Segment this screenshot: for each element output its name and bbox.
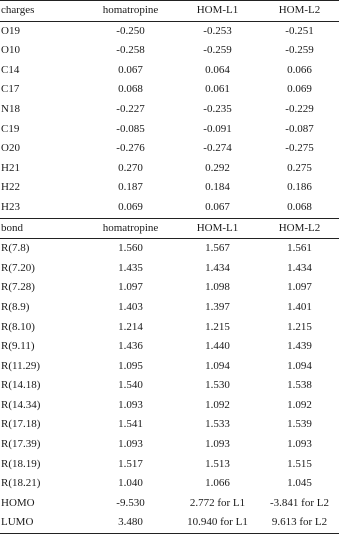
- row-label: LUMO: [0, 513, 86, 533]
- row-label: R(7.28): [1, 281, 35, 294]
- table-cell: 1.093: [205, 438, 230, 451]
- table-cell: 1.440: [205, 340, 230, 353]
- row-label: R(18.19): [1, 457, 41, 470]
- table-cell: 1.539: [287, 418, 312, 431]
- table-cell: -0.253: [203, 24, 232, 37]
- table-cell: 1.403: [118, 300, 143, 313]
- table-cell: 1.215: [287, 320, 312, 333]
- table-row: [0, 100, 339, 120]
- table-cell: 1.066: [205, 477, 230, 490]
- row-label: C17: [1, 83, 20, 96]
- row-label: C14: [1, 63, 20, 76]
- table-row: [0, 435, 339, 455]
- table-row: [0, 178, 339, 198]
- header-row: [0, 1, 339, 22]
- charges-section: [0, 1, 339, 219]
- bond-section: [0, 218, 339, 534]
- table-cell: 0.068: [118, 83, 143, 96]
- table-cell: 1.541: [118, 418, 143, 431]
- table-row: [0, 21, 339, 41]
- table-cell: -0.258: [116, 44, 145, 57]
- table-row: [0, 61, 339, 81]
- column-header: HOM-L1: [175, 1, 260, 22]
- table-cell: -0.227: [116, 102, 145, 115]
- table-cell: 9.613 for L2: [260, 513, 339, 533]
- table-row: [0, 357, 339, 377]
- row-label: O10: [1, 44, 20, 57]
- table-cell: -0.091: [203, 122, 232, 135]
- table-cell: 1.093: [118, 398, 143, 411]
- table-cell: -0.274: [203, 142, 232, 155]
- table-cell: 1.397: [205, 300, 230, 313]
- table-cell: -0.250: [116, 24, 145, 37]
- table-cell: 1.214: [118, 320, 143, 333]
- table-row: [0, 80, 339, 100]
- table-row: [0, 455, 339, 475]
- table-row: [0, 139, 339, 159]
- table-row: [0, 198, 339, 218]
- table-cell: 1.098: [205, 281, 230, 294]
- table-cell: 0.067: [118, 63, 143, 76]
- table-cell: -0.235: [203, 102, 232, 115]
- table-cell: 1.561: [287, 242, 312, 255]
- table-cell: -0.275: [285, 142, 314, 155]
- table-cell: 0.187: [118, 181, 143, 194]
- table-cell: 3.480: [86, 513, 175, 533]
- table-row: [0, 396, 339, 416]
- table-row: [0, 259, 339, 279]
- table-cell: 10.940 for L1: [175, 513, 260, 533]
- table-cell: 0.270: [118, 161, 143, 174]
- table-cell: 1.515: [287, 457, 312, 470]
- row-label: R(17.18): [1, 418, 41, 431]
- table-cell: 1.434: [287, 261, 312, 274]
- row-label: R(18.21): [1, 477, 41, 490]
- table-cell: 1.567: [205, 242, 230, 255]
- table-row: [0, 318, 339, 338]
- table-cell: 0.067: [205, 200, 230, 213]
- column-header: HOM-L1: [175, 218, 260, 239]
- row-label: R(7.20): [1, 261, 35, 274]
- table-row: [0, 159, 339, 179]
- table-cell: -3.841 for L2: [270, 496, 329, 509]
- table-row: [0, 337, 339, 357]
- table-row: [0, 474, 339, 494]
- table-cell: 1.094: [205, 359, 230, 372]
- table-cell: 0.061: [205, 83, 230, 96]
- row-label: R(11.29): [1, 359, 41, 372]
- table-cell: 0.064: [205, 63, 230, 76]
- table-cell: 1.434: [205, 261, 230, 274]
- row-label: H21: [1, 161, 20, 174]
- table-cell: 1.530: [205, 379, 230, 392]
- row-label: C19: [1, 122, 20, 135]
- row-label: R(8.10): [1, 320, 35, 333]
- row-label: R(7.8): [1, 242, 30, 255]
- row-label: R(14.18): [1, 379, 41, 392]
- table-cell: -0.259: [203, 44, 232, 57]
- row-label: R(17.39): [1, 438, 41, 451]
- table-row: [0, 298, 339, 318]
- row-label: O19: [1, 24, 20, 37]
- table-cell: 0.275: [287, 161, 312, 174]
- table-row: [0, 415, 339, 435]
- table-cell: 1.439: [287, 340, 312, 353]
- table-row: [0, 41, 339, 61]
- row-label: N18: [1, 102, 20, 115]
- table-cell: 1.435: [118, 261, 143, 274]
- table-cell: -9.530: [116, 496, 145, 509]
- table-cell: 1.560: [118, 242, 143, 255]
- table-cell: 1.093: [118, 438, 143, 451]
- table-cell: -0.085: [116, 122, 145, 135]
- table-cell: 0.069: [287, 83, 312, 96]
- column-header: HOM-L2: [260, 1, 339, 22]
- table-cell: 1.092: [287, 398, 312, 411]
- table-cell: -0.229: [285, 102, 314, 115]
- row-label: R(9.11): [1, 340, 35, 353]
- table-cell: 2.772 for L1: [189, 496, 246, 509]
- table-cell: -0.259: [285, 44, 314, 57]
- table-cell: 0.068: [287, 200, 312, 213]
- table-row: [0, 513, 339, 533]
- table-cell: 0.066: [287, 63, 312, 76]
- table-cell: 1.045: [287, 477, 312, 490]
- table-cell: 1.094: [287, 359, 312, 372]
- table-cell: 1.533: [205, 418, 230, 431]
- table-cell: 0.184: [205, 181, 230, 194]
- table-cell: 1.093: [287, 438, 312, 451]
- table-cell: 1.517: [118, 457, 143, 470]
- table-cell: 1.436: [118, 340, 143, 353]
- table-cell: -0.276: [116, 142, 145, 155]
- column-header: charges: [0, 1, 86, 22]
- table-cell: 1.092: [205, 398, 230, 411]
- table-row: [0, 278, 339, 298]
- table-cell: 1.040: [118, 477, 143, 490]
- column-header: bond: [0, 218, 86, 239]
- row-label: R(8.9): [1, 300, 30, 313]
- table-cell: -0.251: [285, 24, 314, 37]
- row-label: H22: [1, 181, 20, 194]
- column-header: homatropine: [86, 1, 175, 22]
- row-label: R(14.34): [1, 398, 41, 411]
- header-row: [0, 218, 339, 239]
- table-cell: 1.401: [287, 300, 312, 313]
- table-cell: 0.186: [287, 181, 312, 194]
- table-row: [0, 494, 339, 514]
- column-header: HOM-L2: [260, 218, 339, 239]
- table-row: [0, 120, 339, 140]
- column-header: homatropine: [86, 218, 175, 239]
- table-cell: 1.097: [118, 281, 143, 294]
- table-cell: 1.540: [118, 379, 143, 392]
- table-cell: 1.538: [287, 379, 312, 392]
- table-cell: 0.292: [205, 161, 230, 174]
- table-cell: -0.087: [285, 122, 314, 135]
- row-label: O20: [1, 142, 20, 155]
- table-row: [0, 376, 339, 396]
- table-cell: 1.095: [118, 359, 143, 372]
- table-cell: 1.215: [205, 320, 230, 333]
- table-cell: 1.513: [205, 457, 230, 470]
- table-cell: 0.069: [118, 200, 143, 213]
- table-cell: 1.097: [287, 281, 312, 294]
- row-label: HOMO: [1, 496, 35, 509]
- row-label: H23: [1, 200, 20, 213]
- table-row: [0, 239, 339, 259]
